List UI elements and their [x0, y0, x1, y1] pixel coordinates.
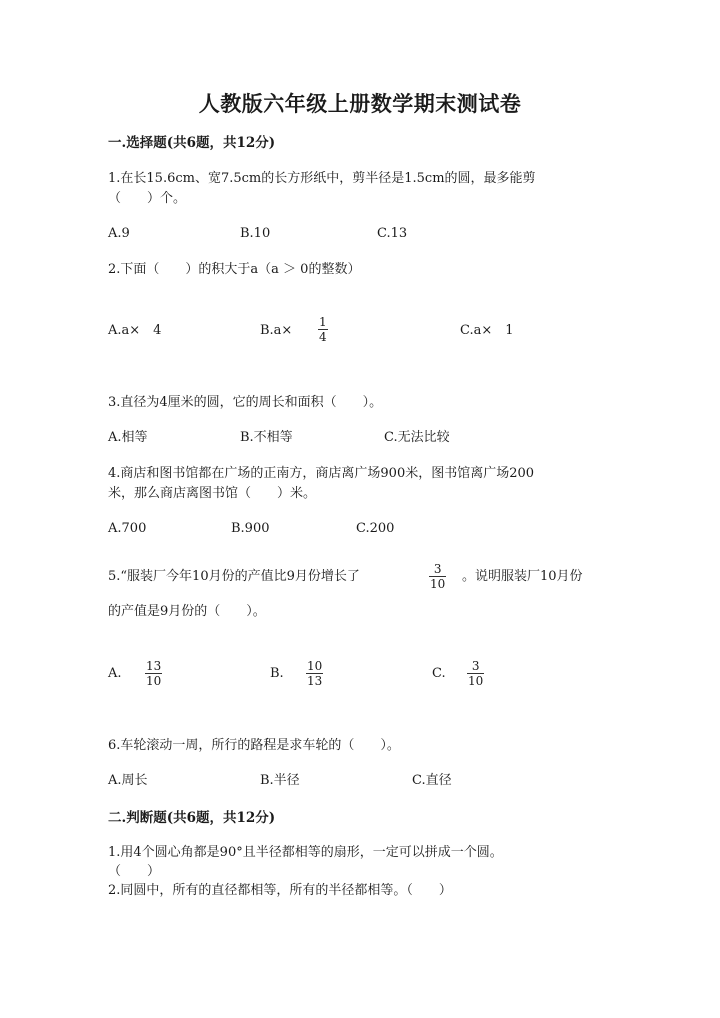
q6-option-b: B.半径 [260, 773, 300, 788]
q5-stem-line2: 的产值是9月份的（ ）。 [108, 604, 266, 619]
q1-stem-line2: （ ）个。 [108, 191, 187, 206]
q4-stem-line2: 米，那么商店离图书馆（ ）米。 [108, 486, 317, 501]
fraction-denominator: 10 [468, 674, 484, 688]
fraction-denominator: 4 [319, 330, 327, 344]
q1-stem-line1: 1.在长15.6cm、宽7.5cm的长方形纸中，剪半径是1.5cm的圆，最多能剪 [108, 171, 536, 186]
section1-heading: 一.选择题(共6题，共12分) [108, 135, 276, 151]
q5-stem-line1-start: 5.“服装厂今年10月份的产值比9月份增长了 [108, 569, 360, 584]
judge-q1-line1: 1.用4个圆心角都是90°且半径都相等的扇形，一定可以拼成一个圆。 [108, 845, 503, 860]
judge-q2: 2.同圆中，所有的直径都相等，所有的半径都相等。（ ） [108, 883, 452, 898]
q5-stem-line1-end: 。说明服装厂10月份 [462, 569, 583, 584]
q6-stem: 6.车轮滚动一周，所行的路程是求车轮的（ ）。 [108, 738, 400, 753]
q5-option-a-fraction [145, 660, 162, 687]
fraction-numerator: 3 [471, 659, 480, 673]
q5-option-c-label: C. [432, 666, 446, 681]
q3-option-a: A.相等 [108, 430, 148, 445]
fraction-denominator: 10 [430, 577, 446, 591]
fraction-denominator: 13 [307, 674, 323, 688]
q3-stem: 3.直径为4厘米的圆，它的周长和面积（ ）。 [108, 395, 383, 410]
section2-heading: 二.判断题(共6题，共12分) [108, 810, 276, 826]
judge-q1-line2: （ ） [108, 864, 161, 879]
fraction-denominator: 10 [146, 674, 162, 688]
q1-option-a: A.9 [108, 226, 130, 241]
q2-option-b-prefix: B.a× [260, 323, 293, 338]
q2-option-a: A.a× 4 [108, 323, 162, 338]
q3-option-c: C.无法比较 [384, 430, 450, 445]
q4-stem-line1: 4.商店和图书馆都在广场的正南方，商店离广场900米，图书馆离广场200 [108, 466, 535, 481]
q3-option-b: B.不相等 [240, 430, 293, 445]
q2-option-b-fraction [318, 316, 328, 343]
fraction-numerator: 13 [146, 659, 162, 673]
fraction-numerator: 3 [433, 562, 442, 576]
q2-option-c: C.a× 1 [460, 323, 514, 338]
q5-option-b-fraction [306, 660, 323, 687]
q5-option-a-label: A. [108, 666, 122, 681]
q4-option-c: C.200 [356, 521, 395, 536]
fraction-numerator: 10 [307, 659, 323, 673]
q5-stem-fraction [429, 563, 446, 590]
q1-option-c: C.13 [377, 226, 408, 241]
fraction-numerator: 1 [319, 315, 327, 329]
q1-option-b: B.10 [240, 226, 271, 241]
q4-option-a: A.700 [108, 521, 147, 536]
q4-option-b: B.900 [231, 521, 270, 536]
q5-option-b-label: B. [270, 666, 284, 681]
q6-option-c: C.直径 [412, 773, 452, 788]
q5-option-c-fraction [467, 660, 484, 687]
q6-option-a: A.周长 [108, 773, 148, 788]
page-title: 人教版六年级上册数学期末测试卷 [198, 91, 522, 116]
q2-stem: 2.下面（ ）的积大于a（a ＞ 0的整数） [108, 262, 361, 277]
